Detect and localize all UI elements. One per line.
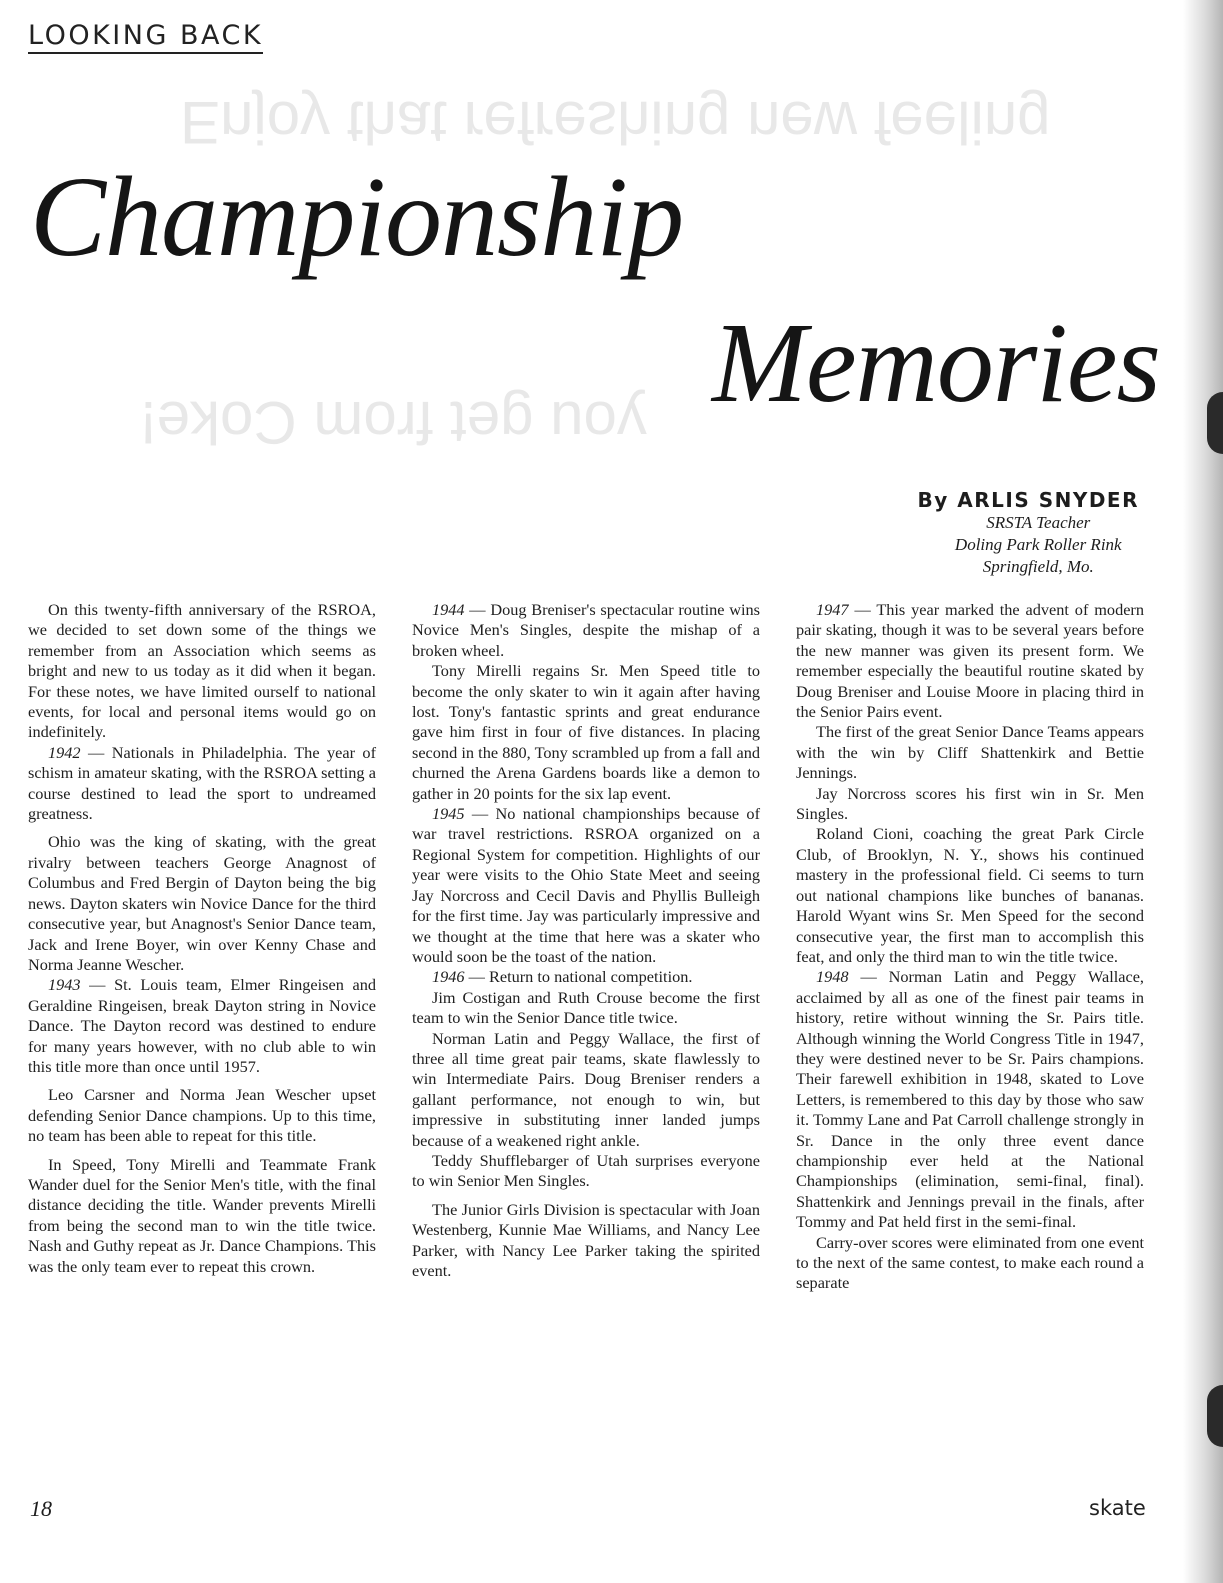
text-column-1 [28,600,376,1277]
article-paragraph [28,1155,376,1277]
paragraph-year: 1948 [816,967,849,987]
paragraph-text: — Doug Breniser's spectacular routine wins Novice Men's Singles, despite the mishap of a broken wheel. [412,600,760,660]
article-paragraph [412,661,760,804]
author-affiliation: Doling Park Roller Rink [954,535,1122,554]
author-affiliation: SRSTA Teacher [986,513,1091,532]
paragraph-text: On this twenty-fifth anniversary of the RSROA, we decided to set down some of the things we remember from an Association which seems as bright and new to us today as it did when it began. For these notes, we have limited ourself to national events, for local and personal items would go on indefinitely. [28,600,376,742]
paragraph-text: Jim Costigan and Ruth Crouse become the first team to win the Senior Dance title twice. [412,987,760,1028]
article-paragraph [412,967,760,987]
article-paragraph [28,600,376,743]
article-paragraph [28,832,376,975]
paragraph-text: — No national championships because of war travel restrictions. RSROA organized on a Regional System for competition. Highlights of our year were visits to the Ohio State Meet and seeing Jay Norcross and Cecil Davis and Phyllis Bulleigh for the first time. Jay was particularly impressive and we thought at the time that here was a skater who would soon be the toast of the nation. [412,804,760,966]
paragraph-year: 1947 [816,600,849,619]
paragraph-text: Roland Cioni, coaching the great Park Circle Club, of Brooklyn, N. Y., shows his continued mastery in the professional field. Ci seems to turn out national champions like bunches of bananas. Harold Wyant wins Sr. Men Speed for the second consecutive year, the first man to accomplish this feat, and only the third man to win the title twice. [796,824,1144,966]
text-column-3 [796,600,1144,1294]
text-column-2 [412,600,760,1281]
paragraph-year: 1942 [48,742,81,762]
paragraph-text: — Nationals in Philadelphia. The year of schism in amateur skating, with the RSROA setting a course destined to lead the sport to undreamed greatness. [28,742,376,824]
article-paragraph [412,804,760,967]
paragraph-text: Norman Latin and Peggy Wallace, the first of three all time great pair teams, skate flawlessly to win Intermediate Pairs. Doug Breniser renders a gallant performance, not enough to win, but impressive in substituting inner landed jumps because of a weakened right ankle. [412,1028,760,1150]
article-paragraph [796,967,1144,1232]
paragraph-text: — Norman Latin and Peggy Wallace, acclaimed by all as one of the finest pair teams in history, retire without winning the Sr. Pairs title. Although winning the World Congress Title in 1947, they were destined never to be Sr. Pairs champions. Their farewell exhibition in 1948, skated to Love Letters, is remembered to this day by those who saw it. Tommy Lane and Pat Carroll challenge strongly in Sr. Dance in the only three event dance championship ever held at the National Championships (elimination, semi-final, final). Shattenkirk and Jennings prevail in the finals, after Tommy and Pat held first in the semi-final. [796,967,1144,1232]
binding-hole [1207,1385,1223,1447]
paragraph-text: Teddy Shufflebarger of Utah surprises everyone to win Senior Men Singles. [412,1150,760,1191]
article-paragraph [28,743,376,825]
binding-hole [1207,392,1223,454]
paragraph-year: 1944 [432,600,465,619]
page-number: 18 [30,1496,52,1521]
paragraph-text: Tony Mirelli regains Sr. Men Speed title to become the only skater to win it again after having lost. Tony's fantastic sprints and great endurance gave him first in four of five distances. In placing second in the 880, Tony scrambled up from a fall and churned the Arena Gardens boards like a demon to gather in 20 points for the six lap event. [412,661,760,803]
paragraph-text: Jay Norcross scores his first win in Sr. Men Singles. [796,783,1144,824]
article-paragraph [412,1151,760,1192]
article-paragraph [796,824,1144,967]
article-paragraph [796,722,1144,783]
paragraph-text: The first of the great Senior Dance Teams appears with the win by Cliff Shattenkirk and Bettie Jennings. [796,722,1144,783]
magazine-name: skate [1089,1496,1146,1520]
article-paragraph [412,1200,760,1282]
byline [917,488,1139,578]
article-paragraph [412,1029,760,1151]
author-name: By ARLIS SNYDER [917,488,1139,512]
paragraph-year: 1945 [432,804,465,824]
article-paragraph [28,1085,376,1146]
paragraph-text: — St. Louis team, Elmer Ringeisen and Geraldine Ringeisen, break Dayton string in Novice Dance. The Dayton record was destined to endure for many years however, with no club able to win this title more than once until 1957. [28,975,376,1076]
paragraph-text: — Return to national competition. [464,967,693,987]
article-paragraph [796,784,1144,825]
paragraph-year: 1943 [48,975,81,995]
author-affiliation: Springfield, Mo. [982,557,1094,576]
article-paragraph [412,988,760,1029]
bleed-through-text: Enjoy that refreshing new feeling [180,89,1051,156]
paragraph-year: 1946 [432,967,465,987]
article-paragraph [412,600,760,661]
paragraph-text: — This year marked the advent of modern pair skating, though it was to be several years before the new manner was given its present form. We remember especially the beautiful routine skated by Doug Breniser and Louise Moore in placing third in the Senior Pairs event. [796,600,1144,722]
article-paragraph [28,975,376,1077]
bleed-through-text: you get from Coke! [140,389,647,456]
paragraph-text: Ohio was the king of skating, with the great rivalry between teachers George Anagnost of Columbus and Fred Bergin of Dayton being the big news. Dayton skaters win Novice Dance for the third consecutive year, but Anagnost's Senior Dance team, Jack and Irene Boyer, win over Kenny Chase and Norma Jeanne Wescher. [28,832,376,974]
article-title-line-2: Memories [712,299,1160,426]
article-title-line-1: Championship [30,153,684,280]
article-paragraph [796,600,1144,722]
section-label: LOOKING BACK [28,22,263,54]
paragraph-text: Leo Carsner and Norma Jean Wescher upset defending Senior Dance champions. Up to this time, no team has been able to repeat for this title. [28,1085,376,1146]
article-paragraph [796,1233,1144,1294]
paragraph-text: The Junior Girls Division is spectacular with Joan Westenberg, Kunnie Mae Williams, and Nancy Lee Parker, with Nancy Lee Parker taking the spirited event. [412,1199,760,1280]
page-edge-shadow [1183,0,1223,1583]
paragraph-text: In Speed, Tony Mirelli and Teammate Frank Wander duel for the Senior Men's title, with the final distance deciding the title. Wander prevents Mirelli from being the second man to win the title twice. Nash and Guthy repeat as Jr. Dance Champions. This was the only team ever to repeat this crown. [28,1154,376,1276]
paragraph-text: Carry-over scores were eliminated from one event to the next of the same contest, to make each round a separate [796,1232,1144,1293]
